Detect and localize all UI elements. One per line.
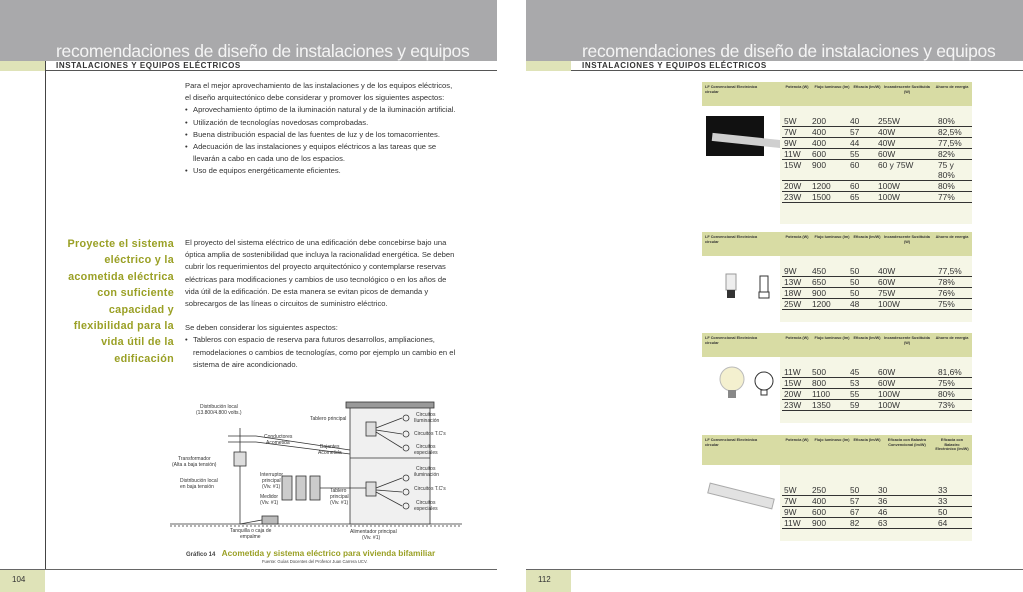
table-cell: 45	[850, 367, 860, 377]
lamp-table-4	[702, 435, 972, 541]
table-cell: 400	[812, 127, 826, 137]
table-row	[782, 181, 972, 192]
left-page	[0, 0, 497, 592]
list-item: • Uso de equipos energéticamente eficientes.	[185, 165, 460, 177]
column-header: Flujo luminoso (lm)	[814, 438, 850, 442]
table-cell: 33	[938, 485, 948, 495]
table-cell: 18W	[784, 288, 802, 298]
table-cell: 9W	[784, 138, 797, 148]
table-body	[702, 106, 972, 224]
table-cell: 255W	[878, 116, 900, 126]
caption-source: Fuente: Guías Docentes del Profesor Juan Carrera UCV.	[262, 559, 368, 564]
list-item: • Buena distribución espacial de las fuentes de luz y de los tomacorrientes.	[185, 129, 460, 141]
lamp-image	[702, 256, 780, 322]
diagram-label: (Alta a baja tensión)	[172, 462, 217, 468]
table-cell: 75%	[938, 299, 955, 309]
diagram-label: Circuitos T.C's	[414, 431, 446, 437]
table-header	[702, 232, 972, 256]
column-header: LF Convencional Electrónica circular	[705, 438, 758, 447]
table-cell: 600	[812, 507, 826, 517]
table-cell: 7W	[784, 496, 797, 506]
list-item: • Utilización de tecnologías novedosas comprobadas.	[185, 117, 460, 129]
globe-lamp-icon	[702, 357, 780, 423]
table-cell: 650	[812, 277, 826, 287]
page-number-box	[0, 570, 45, 592]
table-body	[702, 256, 972, 322]
table-body	[702, 465, 972, 541]
table-cell: 82%	[938, 149, 955, 159]
table-cell: 75%	[938, 378, 955, 388]
diagram-label: Conductores	[264, 434, 293, 440]
diagram-label: Bajantes	[320, 444, 340, 450]
intro-block	[185, 80, 460, 178]
table-cell: 1200	[812, 181, 831, 191]
table-cell: 81,6%	[938, 367, 962, 377]
table-cell: 53	[850, 378, 860, 388]
diagram-label: Distribución local	[180, 478, 218, 484]
column-header: Flujo luminoso (lm)	[814, 85, 850, 89]
table-cell: 100W	[878, 400, 900, 410]
table-cell: 11W	[784, 149, 801, 159]
table-cell: 33	[938, 496, 948, 506]
table-cell: 60 y 75W	[878, 160, 914, 170]
diagram-label: Transformador	[178, 456, 211, 462]
column-header: Potencia (W)	[785, 336, 809, 340]
diagram-label: iluminación	[414, 472, 440, 478]
table-row	[782, 485, 972, 496]
diagram-label: (Viv. #1)	[260, 500, 279, 506]
table-cell: 1200	[812, 299, 831, 309]
table-cell: 11W	[784, 518, 801, 528]
electrical-diagram	[170, 398, 462, 550]
table-row	[782, 496, 972, 507]
column-header: Flujo luminoso (lm)	[814, 336, 850, 340]
table-cell: 900	[812, 160, 826, 170]
list-item: • Tableros con espacio de reserva para futuros desarrollos, ampliaciones, remodelaciones o cambios de tecnologías, como por ejemplo un cambio en el sistema de aire acondicionado.	[185, 334, 460, 371]
diagram-label: Tablero principal	[310, 416, 347, 422]
table-cell: 15W	[784, 378, 802, 388]
column-header: Incandescente Sustituida (W)	[884, 85, 930, 94]
body-paragraph: El proyecto del sistema eléctrico de una edificación debe concebirse bajo una óptica amplia de sostenibilidad que incluya la racionalidad energética. Se deben cubrir los requerimientos del proyecto arquitectónico y contemplarse reservas eléctricas para modificaciones y cambios de uso tecnológico o en los años de vida útil de la edificación. De esta manera se evitan picos de demanda y sobrecargos de las líneas o circuitos de suministro eléctrico.	[185, 238, 455, 309]
table-cell: 1350	[812, 400, 831, 410]
footer-rule	[526, 569, 1023, 570]
table-row	[782, 138, 972, 149]
table-cell: 500	[812, 367, 826, 377]
table-cell: 50	[850, 288, 860, 298]
diagram-label: Tanquilla o caja de	[230, 528, 272, 534]
table-cell: 63	[878, 518, 888, 528]
table-cell: 75W	[878, 288, 896, 298]
diagram-label: Circuitos	[416, 466, 436, 472]
caption-title: Acometida y sistema eléctrico para vivienda bifamiliar	[221, 548, 436, 558]
section-divider	[45, 70, 497, 71]
table-cell: 100W	[878, 299, 900, 309]
column-header: LF Convencional Electrónica circular	[705, 85, 758, 94]
column-header: Incandescente Sustituida (W)	[884, 336, 930, 345]
table-cell: 5W	[784, 485, 797, 495]
aspects-list	[185, 104, 460, 177]
diagram-label: Iluminación	[414, 418, 440, 424]
table-cell: 600	[812, 149, 826, 159]
table-cell: 250	[812, 485, 826, 495]
table-row	[782, 400, 972, 411]
lamp-table-2	[702, 232, 972, 322]
column-header: Potencia (W)	[785, 235, 809, 239]
table-row	[782, 507, 972, 518]
column-header: Eficacia (lm/W)	[853, 235, 881, 239]
lamp-image	[702, 106, 780, 224]
column-header: Eficacia (lm/W)	[853, 85, 881, 89]
section-divider	[571, 70, 1023, 71]
table-cell: 5W	[784, 116, 797, 126]
table-cell: 50	[850, 277, 860, 287]
table-cell: 44	[850, 138, 860, 148]
lamp-image	[702, 465, 780, 541]
row-rule	[782, 410, 972, 411]
table-cell: 23W	[784, 192, 802, 202]
table-cell: 55	[850, 389, 860, 399]
table-row	[782, 149, 972, 160]
table-cell: 400	[812, 496, 826, 506]
header-title: recomendaciones de diseño de instalaciones y equipos	[56, 41, 470, 61]
table-row	[782, 160, 972, 181]
table-cell: 20W	[784, 181, 802, 191]
caption-label: Gráfico 14	[186, 552, 216, 558]
lamp-table-3	[702, 333, 972, 423]
table-cell: 65	[850, 192, 860, 202]
table-cell: 55	[850, 149, 860, 159]
table-row	[782, 367, 972, 378]
column-header: Flujo luminoso (lm)	[814, 235, 850, 239]
table-cell: 75 y 80%	[938, 160, 955, 180]
page-gutter	[497, 0, 526, 592]
table-cell: 900	[812, 288, 826, 298]
page-number-box	[526, 570, 571, 592]
table-cell: 60W	[878, 367, 896, 377]
reserve-list	[185, 334, 460, 371]
diagram-label: Circuitos	[416, 412, 436, 418]
pull-quote: Proyecte el sistema eléctrico y la acometida eléctrica con suficiente capacidad y flexibilidad para la vida útil de la edificación	[67, 238, 174, 365]
table-cell: 60W	[878, 277, 896, 287]
diagram-label: Circuitos T.C's	[414, 486, 446, 492]
table-cell: 50	[850, 266, 860, 276]
table-cell: 1100	[812, 389, 831, 399]
table-cell: 36	[878, 496, 888, 506]
row-rule	[782, 309, 972, 310]
table-row	[782, 288, 972, 299]
table-body	[702, 357, 972, 423]
section-label: INSTALACIONES Y EQUIPOS ELÉCTRICOS	[582, 61, 767, 70]
table-cell: 73%	[938, 400, 955, 410]
table-cell: 60W	[878, 378, 896, 388]
list-item: • Adecuación de las instalaciones y equipos eléctricos a las tareas que se llevarán a cabo en cada uno de los espacios.	[185, 141, 460, 165]
table-cell: 76%	[938, 288, 955, 298]
table-row	[782, 192, 972, 203]
header-title: recomendaciones de diseño de instalaciones y equipos	[582, 41, 996, 61]
header-accent	[0, 61, 45, 71]
column-header: Eficacia con Balastro Convencional (lm/W)	[887, 438, 927, 447]
table-cell: 50	[938, 507, 948, 517]
diagram-label: especiales	[414, 506, 438, 512]
diagram-label: (13.800/4.800 volts.)	[196, 410, 242, 416]
table-cell: 200	[812, 116, 826, 126]
page-header	[0, 0, 497, 61]
column-header: Ahorro de energía	[935, 336, 969, 340]
table-row	[782, 299, 972, 310]
diagram-label: principal	[330, 494, 349, 500]
diagram-label: Alimentador principal	[350, 529, 397, 535]
row-rule	[782, 202, 972, 203]
table-cell: 11W	[784, 367, 801, 377]
row-rule	[782, 528, 972, 529]
intro-paragraph: Para el mejor aprovechamiento de las instalaciones y de los equipos eléctricos, el diseño arquitectónico debe considerar y promover los siguientes aspectos:	[185, 81, 453, 103]
compact-lamp-icon	[702, 256, 780, 322]
table-header	[702, 333, 972, 357]
footer-rule	[0, 569, 497, 570]
table-cell: 40W	[878, 127, 896, 137]
table-row	[782, 518, 972, 529]
table-cell: 900	[812, 518, 826, 528]
column-header: LF Convencional Electrónica circular	[705, 235, 758, 244]
column-header: Eficacia (lm/W)	[853, 438, 881, 442]
column-header: Ahorro de energía	[935, 235, 969, 239]
table-cell: 80%	[938, 116, 955, 126]
diagram-label: Interruptor	[260, 472, 284, 478]
table-cell: 46	[878, 507, 888, 517]
table-cell: 67	[850, 507, 860, 517]
right-page	[526, 0, 1023, 592]
table-cell: 40	[850, 116, 860, 126]
table-cell: 1500	[812, 192, 831, 202]
diagram-label: Circuitos	[416, 500, 436, 506]
table-cell: 9W	[784, 266, 797, 276]
table-cell: 450	[812, 266, 826, 276]
page-number: 112	[538, 575, 551, 584]
table-cell: 80%	[938, 389, 955, 399]
figure-caption	[186, 548, 435, 558]
column-header: Potencia (W)	[785, 438, 809, 442]
table-row	[782, 266, 972, 277]
list-item: • Aprovechamiento óptimo de la iluminación natural y de la iluminación artificial.	[185, 104, 460, 116]
page-header	[526, 0, 1023, 61]
table-cell: 40W	[878, 266, 896, 276]
table-row	[782, 389, 972, 400]
table-cell: 40W	[878, 138, 896, 148]
table-cell: 7W	[784, 127, 797, 137]
table-cell: 30	[878, 485, 888, 495]
table-cell: 60	[850, 160, 860, 170]
table-row	[782, 277, 972, 288]
column-header: Eficacia con Balastro Electrónico (lm/W)	[935, 438, 969, 452]
table-row	[782, 127, 972, 138]
table-row	[782, 378, 972, 389]
table-cell: 400	[812, 138, 826, 148]
diagram-label: especiales	[414, 450, 438, 456]
table-cell: 15W	[784, 160, 802, 170]
tube-lamp-icon	[702, 106, 780, 224]
lamp-table-1	[702, 82, 972, 224]
diagram-label: Acometida	[318, 450, 342, 456]
table-cell: 23W	[784, 400, 802, 410]
column-header: LF Convencional Electrónica circular	[705, 336, 758, 345]
table-cell: 77,5%	[938, 266, 962, 276]
table-cell: 100W	[878, 192, 900, 202]
table-cell: 77%	[938, 192, 955, 202]
diagram-label: (Viv. #1)	[330, 500, 349, 506]
diagram-label: Distribución local	[200, 404, 238, 410]
table-cell: 800	[812, 378, 826, 388]
table-cell: 82,5%	[938, 127, 962, 137]
diagram-label: Circuitos	[416, 444, 436, 450]
table-cell: 59	[850, 400, 860, 410]
table-cell: 57	[850, 127, 860, 137]
table-header	[702, 82, 972, 106]
table-cell: 77,5%	[938, 138, 962, 148]
table-cell: 20W	[784, 389, 802, 399]
column-header: Eficacia (lm/W)	[853, 336, 881, 340]
diagram-label: (Viv. #1)	[262, 484, 281, 490]
column-header: Ahorro de energía	[935, 85, 969, 89]
column-header: Potencia (W)	[785, 85, 809, 89]
diagram-label: Tablero	[330, 488, 347, 494]
header-accent	[526, 61, 571, 71]
table-cell: 13W	[784, 277, 802, 287]
table-cell: 48	[850, 299, 860, 309]
table-cell: 100W	[878, 389, 900, 399]
body-block	[185, 237, 460, 371]
column-header: Incandescente Sustituida (W)	[884, 235, 930, 244]
table-cell: 50	[850, 485, 860, 495]
table-cell: 80%	[938, 181, 955, 191]
diagram-label: empalme	[240, 534, 261, 540]
lamp-image	[702, 357, 780, 423]
table-cell: 82	[850, 518, 860, 528]
diagram-label: en baja tensión	[180, 484, 214, 490]
table-cell: 9W	[784, 507, 797, 517]
table-cell: 64	[938, 518, 948, 528]
table-cell: 57	[850, 496, 860, 506]
section-label: INSTALACIONES Y EQUIPOS ELÉCTRICOS	[56, 61, 241, 70]
table-header	[702, 435, 972, 465]
table-row	[782, 116, 972, 127]
table-cell: 25W	[784, 299, 802, 309]
table-cell: 60W	[878, 149, 896, 159]
linear-lamp-icon	[702, 465, 780, 541]
table-cell: 78%	[938, 277, 955, 287]
page-number: 104	[12, 575, 26, 584]
margin-rule	[45, 61, 46, 569]
diagram-label: Medidor	[260, 494, 279, 500]
diagram-label: (Viv. #1)	[362, 535, 381, 541]
table-cell: 60	[850, 181, 860, 191]
diagram-label: Acometida	[266, 440, 290, 446]
body-paragraph: Se deben considerar los siguientes aspectos:	[185, 323, 338, 333]
table-cell: 100W	[878, 181, 900, 191]
diagram-label: principal	[262, 478, 281, 484]
